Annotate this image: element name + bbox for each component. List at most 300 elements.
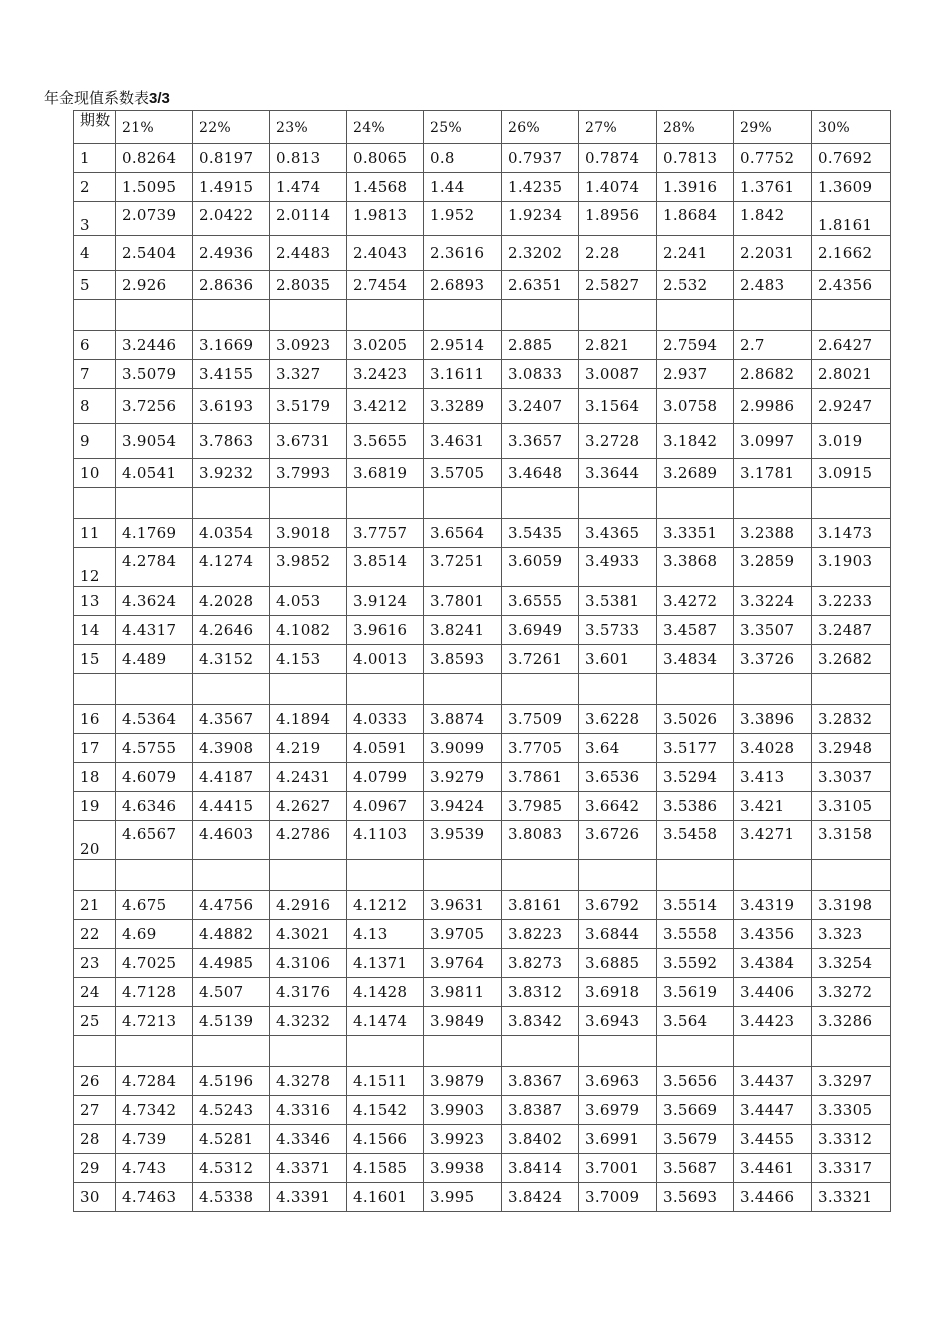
- table-row: [74, 389, 891, 424]
- factor-cell: 3.3868: [657, 548, 734, 587]
- factor-cell: 4.3316: [270, 1096, 347, 1125]
- empty-cell: [579, 860, 657, 891]
- factor-cell: 3.4365: [579, 519, 657, 548]
- period-cell: 8: [74, 389, 116, 424]
- factor-cell: 3.6642: [579, 792, 657, 821]
- factor-cell: 2.3616: [424, 236, 502, 271]
- factor-cell: 4.743: [116, 1154, 193, 1183]
- factor-cell: 3.4587: [657, 616, 734, 645]
- factor-cell: 3.5294: [657, 763, 734, 792]
- empty-cell: [347, 674, 424, 705]
- factor-cell: 3.3254: [812, 949, 891, 978]
- factor-cell: 1.5095: [116, 173, 193, 202]
- factor-cell: 2.885: [502, 331, 579, 360]
- empty-cell: [116, 860, 193, 891]
- factor-cell: 4.2786: [270, 821, 347, 860]
- factor-cell: 3.6228: [579, 705, 657, 734]
- factor-cell: 2.2031: [734, 236, 812, 271]
- factor-cell: 3.5386: [657, 792, 734, 821]
- empty-cell: [74, 1036, 116, 1067]
- rate-header: 29%: [734, 111, 812, 144]
- factor-cell: 3.601: [579, 645, 657, 674]
- factor-cell: 3.5705: [424, 459, 502, 488]
- period-cell: 1: [74, 144, 116, 173]
- factor-cell: 2.483: [734, 271, 812, 300]
- factor-cell: 3.9279: [424, 763, 502, 792]
- spacer-row: [74, 1036, 891, 1067]
- factor-cell: 3.8402: [502, 1125, 579, 1154]
- factor-cell: 3.5592: [657, 949, 734, 978]
- period-cell: 25: [74, 1007, 116, 1036]
- annuity-present-value-table: [73, 110, 891, 1212]
- empty-cell: [579, 300, 657, 331]
- factor-cell: 4.3232: [270, 1007, 347, 1036]
- factor-cell: 3.3305: [812, 1096, 891, 1125]
- factor-cell: 1.9234: [502, 202, 579, 236]
- factor-cell: 3.6943: [579, 1007, 657, 1036]
- factor-cell: 3.6819: [347, 459, 424, 488]
- spacer-row: [74, 674, 891, 705]
- empty-cell: [812, 1036, 891, 1067]
- factor-cell: 3.8312: [502, 978, 579, 1007]
- factor-cell: 3.8083: [502, 821, 579, 860]
- empty-cell: [347, 300, 424, 331]
- factor-cell: 3.4455: [734, 1125, 812, 1154]
- factor-cell: 2.8035: [270, 271, 347, 300]
- factor-cell: 2.821: [579, 331, 657, 360]
- factor-cell: 3.413: [734, 763, 812, 792]
- factor-cell: 3.4466: [734, 1183, 812, 1212]
- period-cell: 23: [74, 949, 116, 978]
- table-row: [74, 734, 891, 763]
- factor-cell: 3.7509: [502, 705, 579, 734]
- factor-cell: 4.4603: [193, 821, 270, 860]
- empty-cell: [270, 674, 347, 705]
- factor-cell: 4.3391: [270, 1183, 347, 1212]
- empty-cell: [74, 488, 116, 519]
- factor-cell: 2.8021: [812, 360, 891, 389]
- factor-cell: 3.3297: [812, 1067, 891, 1096]
- factor-cell: 4.739: [116, 1125, 193, 1154]
- empty-cell: [116, 300, 193, 331]
- factor-cell: 3.6963: [579, 1067, 657, 1096]
- factor-cell: 3.4933: [579, 548, 657, 587]
- factor-cell: 3.1842: [657, 424, 734, 459]
- factor-cell: 4.1474: [347, 1007, 424, 1036]
- factor-cell: 3.6844: [579, 920, 657, 949]
- factor-cell: 2.4356: [812, 271, 891, 300]
- factor-cell: 3.6918: [579, 978, 657, 1007]
- factor-cell: 3.0205: [347, 331, 424, 360]
- factor-cell: 4.7284: [116, 1067, 193, 1096]
- factor-cell: 2.1662: [812, 236, 891, 271]
- factor-cell: 4.2431: [270, 763, 347, 792]
- factor-cell: 3.5179: [270, 389, 347, 424]
- factor-cell: 4.2028: [193, 587, 270, 616]
- factor-cell: 3.7993: [270, 459, 347, 488]
- table-row: [74, 891, 891, 920]
- factor-cell: 4.1103: [347, 821, 424, 860]
- factor-cell: 0.8264: [116, 144, 193, 173]
- factor-cell: 1.3916: [657, 173, 734, 202]
- factor-cell: 3.9232: [193, 459, 270, 488]
- factor-cell: 4.5755: [116, 734, 193, 763]
- table-row: [74, 949, 891, 978]
- period-cell: 15: [74, 645, 116, 674]
- empty-cell: [347, 1036, 424, 1067]
- factor-cell: 3.3289: [424, 389, 502, 424]
- header-row: [74, 111, 891, 144]
- factor-cell: 0.8197: [193, 144, 270, 173]
- factor-cell: 3.9054: [116, 424, 193, 459]
- factor-cell: 4.2916: [270, 891, 347, 920]
- factor-cell: 3.6991: [579, 1125, 657, 1154]
- factor-cell: 3.2446: [116, 331, 193, 360]
- factor-cell: 4.69: [116, 920, 193, 949]
- factor-cell: 0.7752: [734, 144, 812, 173]
- factor-cell: 4.675: [116, 891, 193, 920]
- empty-cell: [116, 1036, 193, 1067]
- empty-cell: [270, 300, 347, 331]
- factor-cell: 3.8223: [502, 920, 579, 949]
- factor-cell: 3.2832: [812, 705, 891, 734]
- factor-cell: 3.6949: [502, 616, 579, 645]
- factor-cell: 2.0422: [193, 202, 270, 236]
- factor-cell: 3.8593: [424, 645, 502, 674]
- empty-cell: [657, 674, 734, 705]
- factor-cell: 3.4319: [734, 891, 812, 920]
- factor-cell: 1.952: [424, 202, 502, 236]
- table-row: [74, 271, 891, 300]
- empty-cell: [812, 674, 891, 705]
- factor-cell: 3.2859: [734, 548, 812, 587]
- empty-cell: [734, 860, 812, 891]
- factor-cell: 3.6885: [579, 949, 657, 978]
- factor-cell: 4.2784: [116, 548, 193, 587]
- factor-cell: 3.1473: [812, 519, 891, 548]
- factor-cell: 3.8273: [502, 949, 579, 978]
- factor-cell: 4.3176: [270, 978, 347, 1007]
- factor-cell: 4.1769: [116, 519, 193, 548]
- factor-cell: 3.6193: [193, 389, 270, 424]
- factor-cell: 0.8: [424, 144, 502, 173]
- factor-cell: 4.5364: [116, 705, 193, 734]
- table-row: [74, 236, 891, 271]
- factor-cell: 2.4936: [193, 236, 270, 271]
- factor-cell: 3.8424: [502, 1183, 579, 1212]
- factor-cell: 4.1585: [347, 1154, 424, 1183]
- period-cell: 29: [74, 1154, 116, 1183]
- empty-cell: [193, 674, 270, 705]
- factor-cell: 3.8387: [502, 1096, 579, 1125]
- empty-cell: [657, 300, 734, 331]
- factor-cell: 4.7342: [116, 1096, 193, 1125]
- empty-cell: [734, 488, 812, 519]
- factor-cell: 4.0333: [347, 705, 424, 734]
- period-cell: 2: [74, 173, 116, 202]
- empty-cell: [424, 300, 502, 331]
- table-row: [74, 705, 891, 734]
- period-cell: 11: [74, 519, 116, 548]
- factor-cell: 3.0833: [502, 360, 579, 389]
- factor-cell: 3.7705: [502, 734, 579, 763]
- factor-cell: 3.7001: [579, 1154, 657, 1183]
- empty-cell: [74, 674, 116, 705]
- factor-cell: 3.3037: [812, 763, 891, 792]
- factor-cell: 4.5243: [193, 1096, 270, 1125]
- factor-cell: 3.5687: [657, 1154, 734, 1183]
- factor-cell: 3.4447: [734, 1096, 812, 1125]
- factor-cell: 4.4187: [193, 763, 270, 792]
- factor-cell: 3.2423: [347, 360, 424, 389]
- factor-cell: 2.5404: [116, 236, 193, 271]
- factor-cell: 3.5619: [657, 978, 734, 1007]
- factor-cell: 0.7813: [657, 144, 734, 173]
- period-cell: 12: [74, 548, 116, 587]
- factor-cell: 1.8684: [657, 202, 734, 236]
- period-cell: 20: [74, 821, 116, 860]
- factor-cell: 3.5733: [579, 616, 657, 645]
- factor-cell: 3.2407: [502, 389, 579, 424]
- factor-cell: 3.8874: [424, 705, 502, 734]
- factor-cell: 2.28: [579, 236, 657, 271]
- period-header: 期数: [74, 111, 116, 144]
- empty-cell: [424, 488, 502, 519]
- factor-cell: 4.4317: [116, 616, 193, 645]
- period-cell: 28: [74, 1125, 116, 1154]
- factor-cell: 4.5281: [193, 1125, 270, 1154]
- empty-cell: [116, 488, 193, 519]
- factor-cell: 0.7937: [502, 144, 579, 173]
- factor-cell: 3.3317: [812, 1154, 891, 1183]
- factor-cell: 3.5177: [657, 734, 734, 763]
- factor-cell: 0.7692: [812, 144, 891, 173]
- factor-cell: 3.0915: [812, 459, 891, 488]
- empty-cell: [734, 300, 812, 331]
- factor-cell: 3.1669: [193, 331, 270, 360]
- factor-cell: 3.4437: [734, 1067, 812, 1096]
- period-cell: 21: [74, 891, 116, 920]
- factor-cell: 4.0967: [347, 792, 424, 821]
- empty-cell: [424, 674, 502, 705]
- table-row: [74, 173, 891, 202]
- factor-cell: 3.9764: [424, 949, 502, 978]
- factor-cell: 4.2646: [193, 616, 270, 645]
- factor-cell: 3.9424: [424, 792, 502, 821]
- empty-cell: [812, 300, 891, 331]
- factor-cell: 4.1082: [270, 616, 347, 645]
- factor-cell: 3.7261: [502, 645, 579, 674]
- rate-header: 25%: [424, 111, 502, 144]
- factor-cell: 2.4043: [347, 236, 424, 271]
- factor-cell: 3.9616: [347, 616, 424, 645]
- factor-cell: 3.4384: [734, 949, 812, 978]
- factor-cell: 3.5026: [657, 705, 734, 734]
- factor-cell: 4.13: [347, 920, 424, 949]
- factor-cell: 3.7861: [502, 763, 579, 792]
- empty-cell: [347, 488, 424, 519]
- factor-cell: 3.2487: [812, 616, 891, 645]
- factor-cell: 2.3202: [502, 236, 579, 271]
- factor-cell: 4.3278: [270, 1067, 347, 1096]
- empty-cell: [424, 1036, 502, 1067]
- table-row: [74, 821, 891, 860]
- factor-cell: 3.9018: [270, 519, 347, 548]
- factor-cell: 4.1371: [347, 949, 424, 978]
- period-cell: 22: [74, 920, 116, 949]
- factor-cell: 2.9986: [734, 389, 812, 424]
- factor-cell: 3.9099: [424, 734, 502, 763]
- factor-cell: 3.6555: [502, 587, 579, 616]
- factor-cell: 3.4461: [734, 1154, 812, 1183]
- factor-cell: 3.7251: [424, 548, 502, 587]
- factor-cell: 4.3908: [193, 734, 270, 763]
- factor-cell: 3.9903: [424, 1096, 502, 1125]
- factor-cell: 3.4834: [657, 645, 734, 674]
- table-row: [74, 1067, 891, 1096]
- factor-cell: 3.1611: [424, 360, 502, 389]
- factor-cell: 3.4406: [734, 978, 812, 1007]
- rate-header: 21%: [116, 111, 193, 144]
- factor-cell: 4.1566: [347, 1125, 424, 1154]
- factor-cell: 3.2689: [657, 459, 734, 488]
- factor-cell: 3.6726: [579, 821, 657, 860]
- factor-cell: 4.3371: [270, 1154, 347, 1183]
- factor-cell: 3.7801: [424, 587, 502, 616]
- factor-cell: 3.64: [579, 734, 657, 763]
- table-row: [74, 360, 891, 389]
- factor-cell: 3.4212: [347, 389, 424, 424]
- factor-cell: 3.3312: [812, 1125, 891, 1154]
- factor-cell: 3.7985: [502, 792, 579, 821]
- empty-cell: [502, 488, 579, 519]
- factor-cell: 3.8367: [502, 1067, 579, 1096]
- factor-cell: 3.3286: [812, 1007, 891, 1036]
- rate-header: 24%: [347, 111, 424, 144]
- factor-cell: 3.2728: [579, 424, 657, 459]
- factor-cell: 3.6059: [502, 548, 579, 587]
- factor-cell: 3.5435: [502, 519, 579, 548]
- factor-cell: 3.8161: [502, 891, 579, 920]
- empty-cell: [812, 860, 891, 891]
- factor-cell: 3.3507: [734, 616, 812, 645]
- factor-cell: 3.6731: [270, 424, 347, 459]
- table-row: [74, 519, 891, 548]
- factor-cell: 4.219: [270, 734, 347, 763]
- table-row: [74, 144, 891, 173]
- factor-cell: 4.1212: [347, 891, 424, 920]
- rate-header: 30%: [812, 111, 891, 144]
- empty-cell: [74, 860, 116, 891]
- factor-cell: 3.4631: [424, 424, 502, 459]
- empty-cell: [657, 488, 734, 519]
- factor-cell: 3.6979: [579, 1096, 657, 1125]
- table-row: [74, 202, 891, 236]
- factor-cell: 1.4074: [579, 173, 657, 202]
- factor-cell: 3.1564: [579, 389, 657, 424]
- factor-cell: 4.489: [116, 645, 193, 674]
- period-cell: 9: [74, 424, 116, 459]
- factor-cell: 3.9705: [424, 920, 502, 949]
- period-cell: 26: [74, 1067, 116, 1096]
- factor-cell: 4.507: [193, 978, 270, 1007]
- period-cell: 6: [74, 331, 116, 360]
- factor-cell: 2.0114: [270, 202, 347, 236]
- factor-cell: 2.5827: [579, 271, 657, 300]
- factor-cell: 3.6792: [579, 891, 657, 920]
- factor-cell: 4.4415: [193, 792, 270, 821]
- factor-cell: 3.323: [812, 920, 891, 949]
- factor-cell: 2.4483: [270, 236, 347, 271]
- empty-cell: [193, 860, 270, 891]
- factor-cell: 2.7454: [347, 271, 424, 300]
- factor-cell: 2.6893: [424, 271, 502, 300]
- factor-cell: 2.8636: [193, 271, 270, 300]
- factor-cell: 4.5139: [193, 1007, 270, 1036]
- factor-cell: 3.3657: [502, 424, 579, 459]
- factor-cell: 3.3272: [812, 978, 891, 1007]
- factor-cell: 4.5338: [193, 1183, 270, 1212]
- factor-cell: 1.474: [270, 173, 347, 202]
- factor-cell: 3.019: [812, 424, 891, 459]
- factor-cell: 3.4648: [502, 459, 579, 488]
- factor-cell: 3.5693: [657, 1183, 734, 1212]
- empty-cell: [502, 860, 579, 891]
- factor-cell: 3.3198: [812, 891, 891, 920]
- factor-cell: 2.532: [657, 271, 734, 300]
- factor-cell: 3.564: [657, 1007, 734, 1036]
- factor-cell: 3.9852: [270, 548, 347, 587]
- factor-cell: 3.4272: [657, 587, 734, 616]
- factor-cell: 3.3321: [812, 1183, 891, 1212]
- factor-cell: 2.9247: [812, 389, 891, 424]
- factor-cell: 2.9514: [424, 331, 502, 360]
- empty-cell: [424, 860, 502, 891]
- empty-cell: [502, 300, 579, 331]
- factor-cell: 3.9923: [424, 1125, 502, 1154]
- factor-cell: 3.9631: [424, 891, 502, 920]
- factor-cell: 3.9811: [424, 978, 502, 1007]
- empty-cell: [74, 300, 116, 331]
- empty-cell: [734, 1036, 812, 1067]
- factor-cell: 3.2233: [812, 587, 891, 616]
- factor-cell: 3.4356: [734, 920, 812, 949]
- period-cell: 27: [74, 1096, 116, 1125]
- rate-header: 23%: [270, 111, 347, 144]
- factor-cell: 4.1428: [347, 978, 424, 1007]
- table-row: [74, 459, 891, 488]
- factor-cell: 4.6567: [116, 821, 193, 860]
- factor-cell: 3.8514: [347, 548, 424, 587]
- factor-cell: 3.0997: [734, 424, 812, 459]
- factor-cell: 3.8414: [502, 1154, 579, 1183]
- factor-cell: 2.6351: [502, 271, 579, 300]
- factor-cell: 3.8342: [502, 1007, 579, 1036]
- factor-cell: 3.4271: [734, 821, 812, 860]
- period-cell: 13: [74, 587, 116, 616]
- factor-cell: 1.44: [424, 173, 502, 202]
- factor-cell: 1.8956: [579, 202, 657, 236]
- period-cell: 4: [74, 236, 116, 271]
- empty-cell: [270, 488, 347, 519]
- factor-cell: 4.053: [270, 587, 347, 616]
- title-page-indicator: 3/3: [149, 90, 170, 107]
- factor-cell: 4.7025: [116, 949, 193, 978]
- factor-cell: 3.4028: [734, 734, 812, 763]
- period-cell: 24: [74, 978, 116, 1007]
- table-row: [74, 1007, 891, 1036]
- factor-cell: 4.6079: [116, 763, 193, 792]
